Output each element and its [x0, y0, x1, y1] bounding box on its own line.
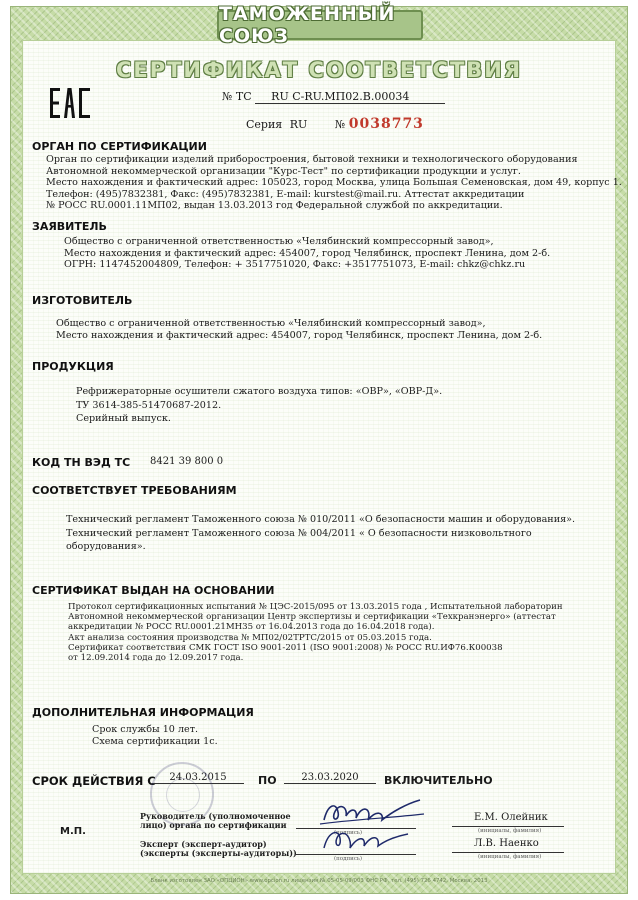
- validity-from-label: СРОК ДЕЙСТВИЯ С: [32, 774, 156, 788]
- organ-line: Телефон: (495)7832381, Факс: (495)7832381, E-mail: kurstest@mail.ru. Аттестат аккредитации: [46, 188, 525, 200]
- basis-line: от 12.09.2014 года до 12.09.2017 года.: [68, 653, 244, 664]
- hs-code-value: 8421 39 800 0: [150, 456, 224, 467]
- product-heading: ПРОДУКЦИЯ: [32, 360, 114, 373]
- head-name-caption: (инициалы, фамилия): [478, 828, 542, 834]
- head-label-line: лицо) органа по сертификации: [140, 820, 287, 831]
- hs-code-heading: КОД ТН ВЭД ТС: [32, 456, 131, 469]
- basis-line: Сертификат соответствия СМК ГОСТ ISO 9001-2011 (ISO 9001:2008) № РОСС RU.ИФ76.К00038: [68, 642, 503, 653]
- expert-signatory-label: [140, 840, 297, 859]
- applicant-line: Место нахождения и фактический адрес: 454007, город Челябинск, проспект Ленина, дом 2-б.: [64, 247, 551, 259]
- organ-line: Автономной некоммерческой организации "Курс-Тест" по сертификации продукции и услуг.: [46, 165, 521, 177]
- basis-line: аккредитации № РОСС RU.0001.21МН35 от 16.04.2013 года до 16.04.2018 года).: [68, 622, 435, 633]
- head-signatory-label: [140, 812, 291, 831]
- expert-name: Л.В. Наенко: [474, 838, 539, 849]
- manufacturer-heading: ИЗГОТОВИТЕЛЬ: [32, 294, 133, 307]
- blank-printer-footer: Бланк изготовлен ЗАО «ОПЦИОН» www.opcion.ru лицензия № 05-05-09/003 ФНС РФ, тел. (495) 726 4742, Москва, 2013: [150, 878, 488, 884]
- certificate-title: СЕРТИФИКАТ СООТВЕТСТВИЯ: [115, 58, 523, 82]
- manufacturer-line: Место нахождения и фактический адрес: 454007, город Челябинск, проспект Ленина, дом 2-б.: [56, 329, 543, 341]
- applicant-heading: ЗАЯВИТЕЛЬ: [32, 220, 107, 233]
- conforms-text: [66, 514, 575, 553]
- series-line: [246, 116, 424, 132]
- series-label: Серия: [246, 118, 283, 131]
- head-label-line: Руководитель (уполномоченное: [140, 811, 291, 821]
- applicant-line: Общество с ограниченной ответственностью «Челябинский компрессорный завод»,: [64, 236, 494, 247]
- customs-union-banner: [217, 3, 423, 47]
- serial-label: №: [334, 118, 346, 131]
- head-name-line: [452, 826, 564, 827]
- manufacturer-text: [56, 318, 542, 341]
- banner-text: ТАМОЖЕННЫЙ СОЮЗ: [219, 3, 396, 47]
- number-label: № ТС: [222, 90, 252, 103]
- expert-signature-icon: [316, 822, 412, 856]
- certificate-number: [222, 90, 445, 104]
- validity-date-to: 23.03.2020: [284, 772, 376, 784]
- expert-sign-caption: (подпись): [334, 856, 363, 862]
- conforms-line: оборудования».: [66, 541, 146, 553]
- basis-text: [68, 602, 563, 663]
- additional-line: Срок службы 10 лет.: [92, 724, 199, 735]
- additional-line: Схема сертификации 1с.: [92, 735, 218, 747]
- validity-date-from: 24.03.2015: [152, 772, 244, 784]
- basis-line: Акт анализа состояния производства № МП02/02ТРТС/2015 от 05.03.2015 года.: [68, 632, 432, 643]
- basis-heading: СЕРТИФИКАТ ВЫДАН НА ОСНОВАНИИ: [32, 584, 275, 597]
- product-line: ТУ 3614-385-51470687-2012.: [76, 399, 222, 411]
- manufacturer-line: Общество с ограниченной ответственностью «Челябинский компрессорный завод»,: [56, 318, 486, 329]
- basis-line: Протокол сертификационных испытаний № ЦЭС-2015/095 от 13.03.2015 года , Испытательной лабораторин: [68, 602, 563, 612]
- head-name: Е.М. Олейник: [474, 812, 548, 823]
- head-sign-caption: (подпись): [334, 830, 363, 836]
- applicant-line: ОГРН: 1147452004809, Телефон: + 3517751020, Факс: +3517751073, E-mail: chkz@chkz.ru: [64, 259, 526, 271]
- validity-inclusive-label: ВКЛЮЧИТЕЛЬНО: [384, 774, 493, 787]
- mp-label: М.П.: [60, 826, 86, 837]
- expert-name-caption: (инициалы, фамилия): [478, 854, 542, 860]
- additional-text: [92, 724, 218, 747]
- additional-heading: ДОПОЛНИТЕЛЬНАЯ ИНФОРМАЦИЯ: [32, 706, 254, 719]
- basis-line: Автономной некоммерческой организации Центр экспертизы и сертификации «Техкранэнерго» (аттестат: [68, 612, 556, 623]
- validity-to-label: ПО: [258, 774, 277, 787]
- number-value: RU C-RU.МП02.В.00034: [255, 90, 445, 104]
- eac-logo-icon: [48, 86, 92, 120]
- organ-heading: ОРГАН ПО СЕРТИФИКАЦИИ: [32, 140, 207, 153]
- expert-label-line: (эксперты (эксперты-аудиторы)): [140, 848, 297, 859]
- product-line: Серийный выпуск.: [76, 413, 171, 425]
- product-text: [76, 386, 442, 425]
- series-value: RU: [289, 118, 308, 131]
- applicant-text: [64, 236, 550, 271]
- organ-line: Место нахождения и фактический адрес: 105023, город Москва, улица Большая Семеновская, дом 49, корпус 1.: [46, 177, 622, 189]
- organ-line: № РОСС RU.0001.11МП02, выдан 13.03.2013 год Федеральной службой по аккредитации.: [46, 200, 503, 212]
- conforms-line: Технический регламент Таможенного союза № 004/2011 « О безопасности низковольтного: [66, 527, 532, 539]
- expert-sign-line: [296, 854, 416, 855]
- product-line: Рефрижераторные осушители сжатого воздуха типов: «ОВР», «ОВР-Д».: [76, 386, 443, 397]
- conforms-line: Технический регламент Таможенного союза № 010/2011 «О безопасности машин и оборудования».: [66, 514, 576, 525]
- serial-number: 0038773: [348, 116, 424, 132]
- conforms-heading: СООТВЕТСТВУЕТ ТРЕБОВАНИЯМ: [32, 484, 237, 497]
- organ-text: [46, 154, 622, 212]
- expert-label-line: Эксперт (эксперт-аудитор): [140, 839, 267, 849]
- organ-line: Орган по сертификации изделий приборостроения, бытовой техники и технологического оборудования: [46, 154, 578, 165]
- expert-name-line: [452, 852, 564, 853]
